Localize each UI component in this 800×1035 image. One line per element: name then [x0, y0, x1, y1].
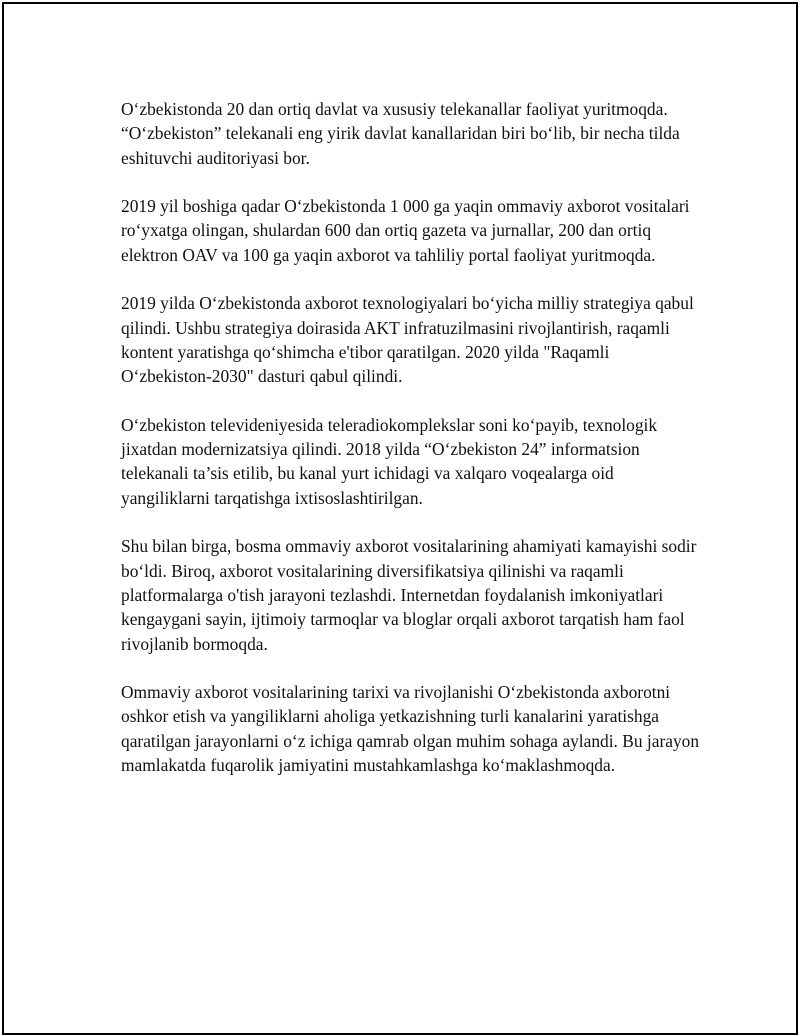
paragraph-2: 2019 yil boshiga qadar O‘zbekistonda 1 000 ga yaqin ommaviy axborot vositalari ro‘yxatga olingan, shulardan 600 dan ortiq gazeta va jurnallar, 200 dan ortiq elektron OAV va 100 ga yaqin axborot va tahliliy portal faoliyat yuritmoqda. — [121, 196, 690, 265]
document-page — [2, 2, 798, 1035]
paragraph-6: Ommaviy axborot vositalarining tarixi va rivojlanishi O‘zbekistonda axborotni oshkor etish va yangiliklarni aholiga yetkazishning turli kanalarini yaratishga qaratilgan jarayonlarni o‘z ichiga qamrab olgan muhim sohaga aylandi. Bu jarayon mamlakatda fuqarolik jamiyatini mustahkamlashga ko‘maklashmoqda. — [121, 682, 700, 776]
paragraph-1: O‘zbekistonda 20 dan ortiq davlat va xususiy telekanallar faoliyat yuritmoqda. “O‘zbekiston” telekanali eng yirik davlat kanallaridan biri bo‘lib, bir necha tilda eshituvchi auditoriyasi bor. — [121, 99, 680, 168]
paragraph-3: 2019 yilda O‘zbekistonda axborot texnologiyalari bo‘yicha milliy strategiya qabul qilindi. Ushbu strategiya doirasida AKT infratuzilmasini rivojlantirish, raqamli kontent yaratishga qo‘shimcha e'tibor qaratilgan. 2020 yilda "Raqamli O‘zbekiston-2030" dasturi qabul qilindi. — [121, 293, 694, 387]
document-body — [121, 97, 701, 777]
paragraph-4: O‘zbekiston televideniyesida teleradiokomplekslar soni ko‘payib, texnologik jixatdan modernizatsiya qilindi. 2018 yilda “O‘zbekiston 24” informatsion telekanali ta’sis etilib, bu kanal yurt ichidagi va xalqaro voqealarga oid yangiliklarni tarqatishga ixtisoslashtirilgan. — [121, 414, 658, 508]
paragraph-5: Shu bilan birga, bosma ommaviy axborot vositalarining ahamiyati kamayishi sodir bo‘ldi. Biroq, axborot vositalarining diversifikatsiya qilinishi va raqamli platformalarga o'tish jarayoni tezlashdi. Internetdan foydalanish imkoniyatlari kengaygani sayin, ijtimoiy tarmoqlar va bloglar orqali axborot tarqatish ham faol rivojlanib bormoqda. — [121, 536, 697, 654]
